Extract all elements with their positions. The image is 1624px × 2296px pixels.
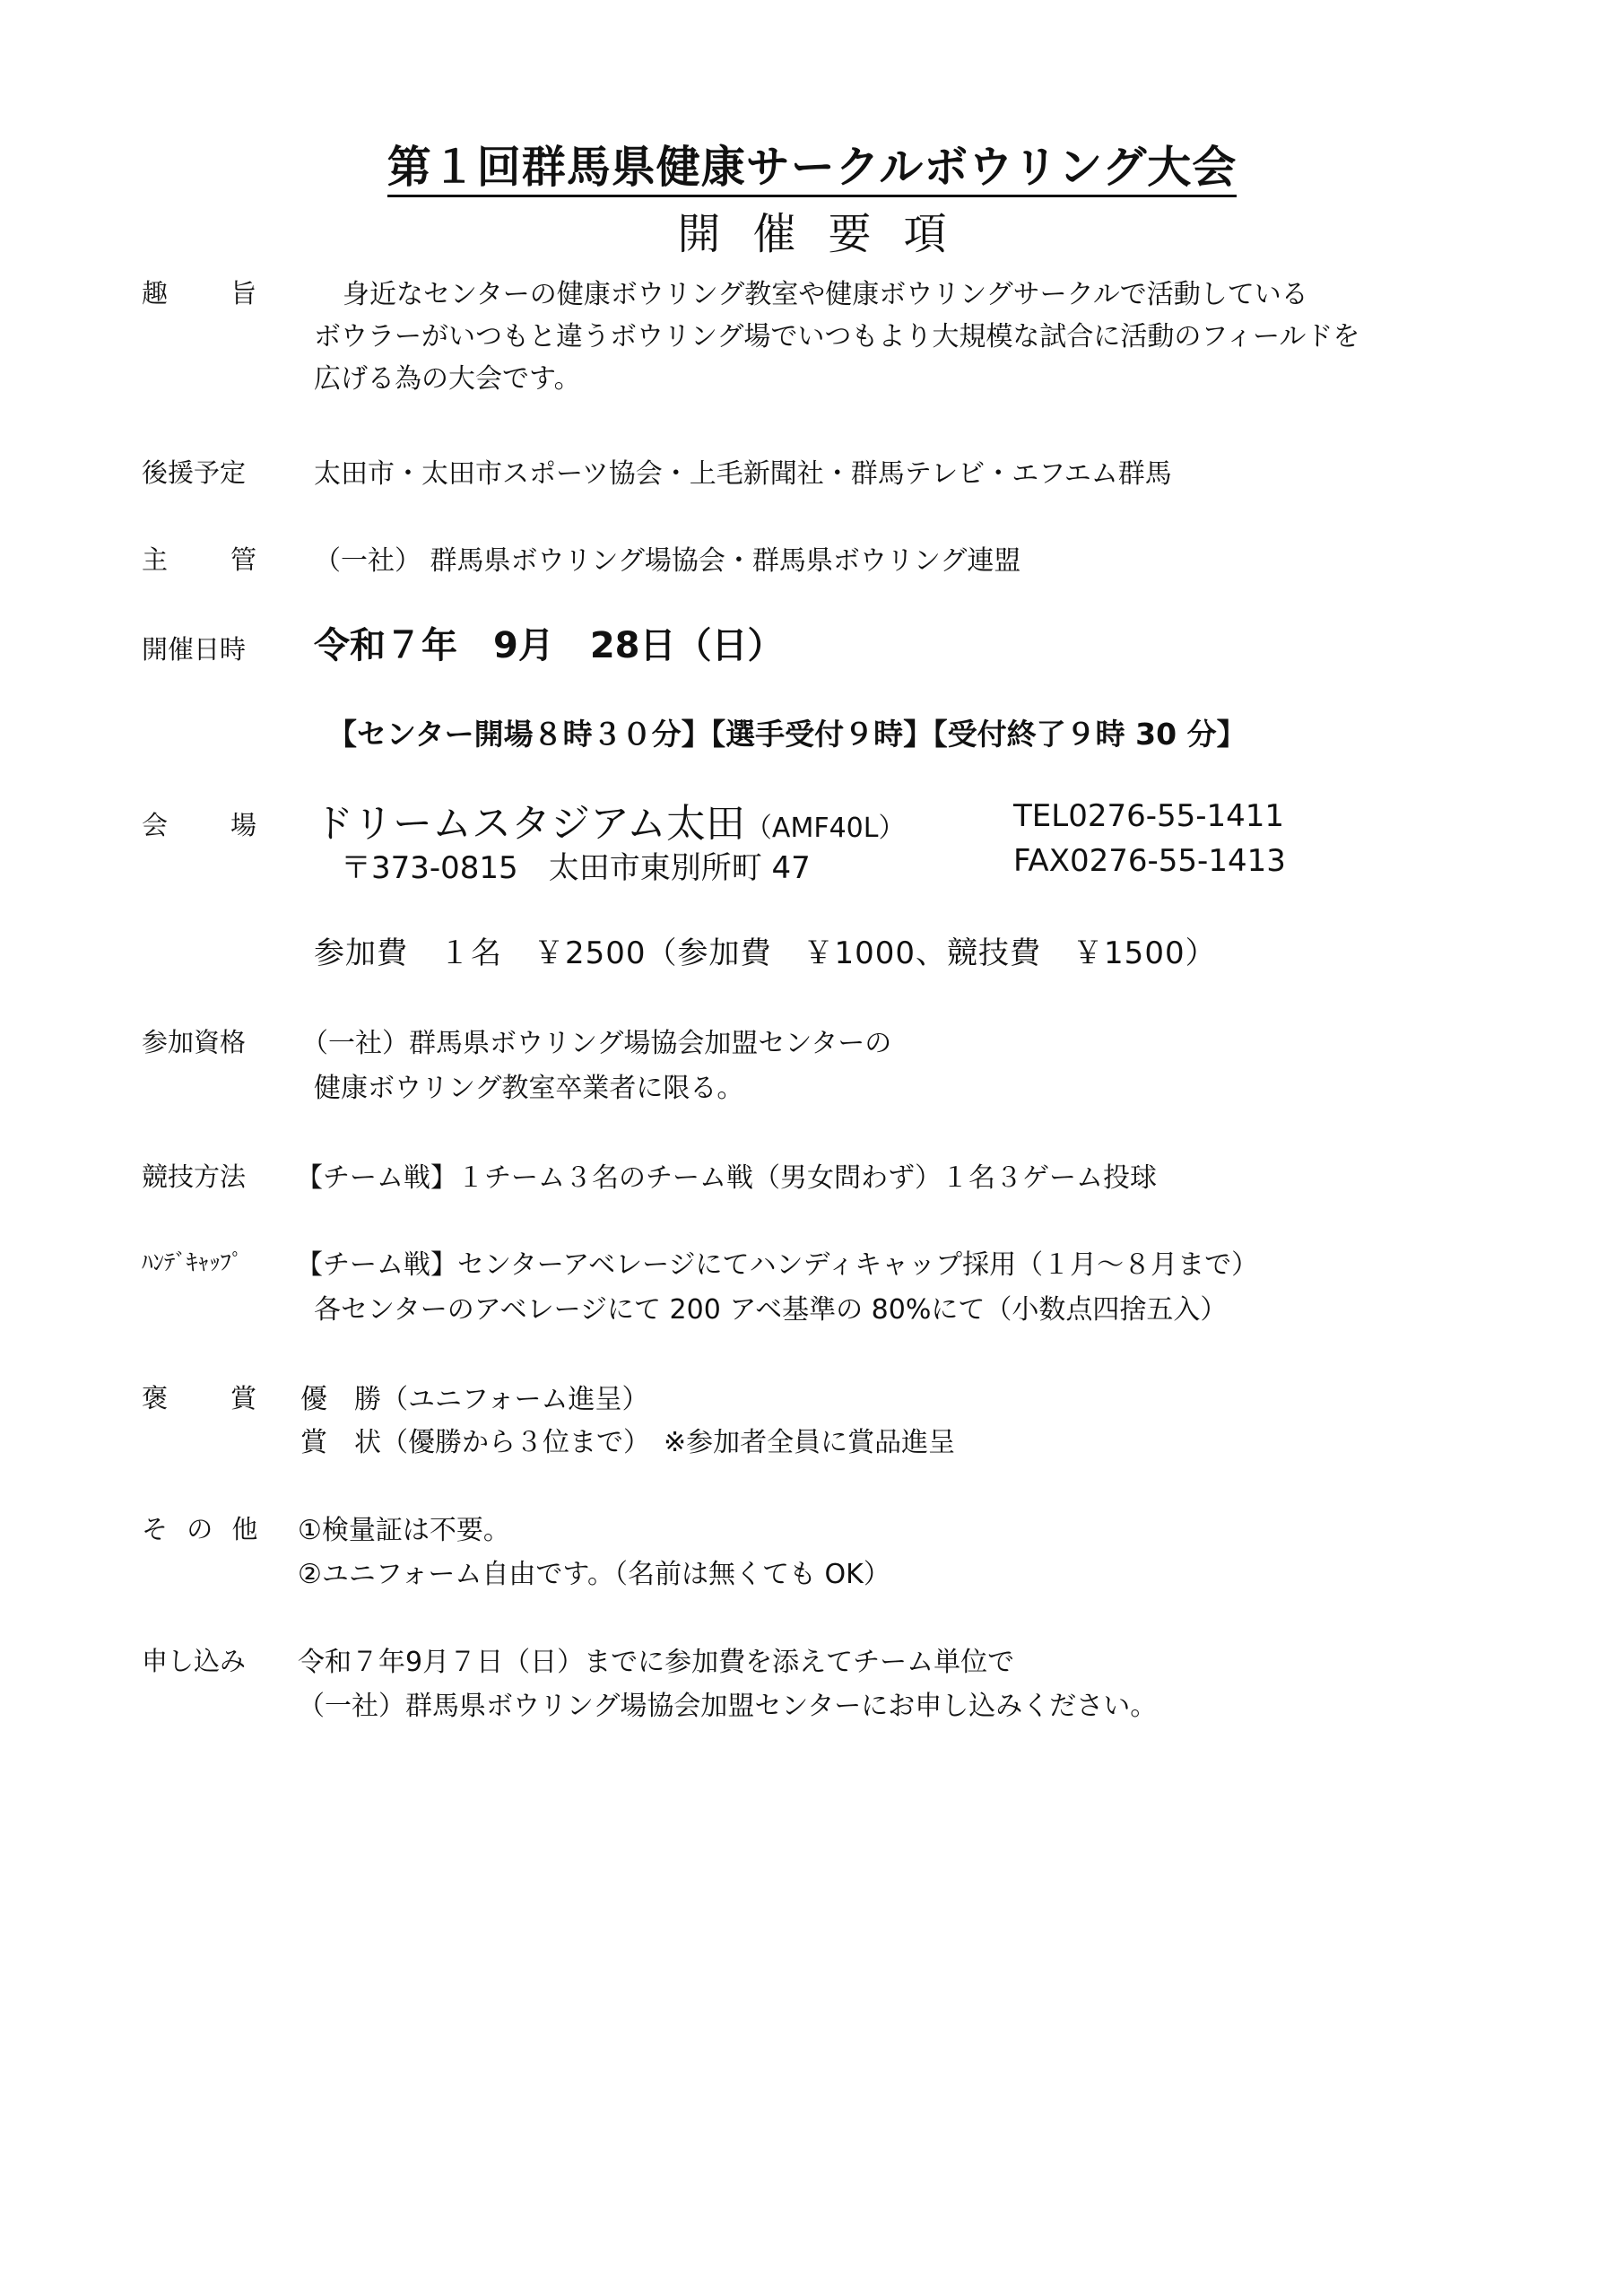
label-date: 開催日時 xyxy=(142,634,247,665)
venue-address: 〒373-0815 太田市東別所町 47 xyxy=(341,850,811,886)
document-title: 第１回群馬県健康サークルボウリング大会 xyxy=(0,133,1624,196)
event-date: 令和７年 9月 28日（日） xyxy=(314,625,784,666)
handicap-line1: 【チーム戦】センターアベレージにてハンディキャップ採用（１月～８月まで） xyxy=(296,1249,1259,1281)
method-text: 【チーム戦】１チーム３名のチーム戦（男女問わず）１名３ゲーム投球 xyxy=(296,1162,1157,1194)
label-eligibility: 参加資格 xyxy=(142,1027,247,1057)
label-apply: 申し込み xyxy=(142,1646,247,1676)
other-line1: ①検量証は不要。 xyxy=(298,1515,510,1546)
support-text: 太田市・太田市スポーツ協会・上毛新聞社・群馬テレビ・エフエム群馬 xyxy=(314,458,1172,490)
eligibility-line1: （一社）群馬県ボウリング場協会加盟センターの xyxy=(301,1028,892,1059)
label-support: 後援予定 xyxy=(142,457,247,488)
label-organizer: 主 管 xyxy=(142,544,256,575)
venue-fee: 参加費 １名 ￥2500（参加費 ￥1000、競技費 ￥1500） xyxy=(314,935,1217,971)
purpose-line2: ボウラーがいつもと違うボウリング場でいつもより大規模な試合に活動のフィールドを xyxy=(314,321,1360,352)
document-subtitle: 開催要項 xyxy=(677,209,979,259)
eligibility-line2: 健康ボウリング教室卒業者に限る。 xyxy=(314,1073,744,1104)
label-purpose: 趣 旨 xyxy=(142,278,256,309)
purpose-line1: 身近なセンターの健康ボウリング教室や健康ボウリングサークルで活動している xyxy=(343,279,1308,310)
organizer-text: （一社） 群馬県ボウリング場協会・群馬県ボウリング連盟 xyxy=(314,545,1021,577)
awards-line2: 賞 状（優勝から３位まで） ※参加者全員に賞品進呈 xyxy=(300,1427,956,1458)
label-other: そ の 他 xyxy=(142,1514,264,1544)
event-schedule: 【センター開場８時３０分】【選手受付９時】【受付終了９時 30 分】 xyxy=(327,717,1246,752)
label-venue: 会 場 xyxy=(142,810,256,840)
label-handicap: ﾊﾝﾃﾞｷｬｯﾌﾟ xyxy=(142,1249,243,1275)
venue-name: ドリームスタジアム太田（AMF40L） xyxy=(314,801,906,847)
apply-line2: （一社）群馬県ボウリング場協会加盟センターにお申し込みください。 xyxy=(298,1691,1158,1722)
venue-fax: FAX0276-55-1413 xyxy=(1013,843,1286,879)
purpose-line3: 広げる為の大会です。 xyxy=(314,363,581,395)
apply-line1: 令和７年9月７日（日）までに参加費を添えてチーム単位で xyxy=(298,1647,1015,1678)
handicap-line2: 各センターのアベレージにて 200 アベ基準の 80%にて（小数点四捨五入） xyxy=(314,1294,1228,1326)
label-method: 競技方法 xyxy=(142,1161,247,1192)
awards-line1: 優 勝（ユニフォーム進呈） xyxy=(300,1384,649,1415)
other-line2: ②ユニフォーム自由です。（名前は無くても OK） xyxy=(298,1559,890,1590)
label-awards: 褒 賞 xyxy=(142,1383,256,1413)
venue-tel: TEL0276-55-1411 xyxy=(1013,798,1285,834)
